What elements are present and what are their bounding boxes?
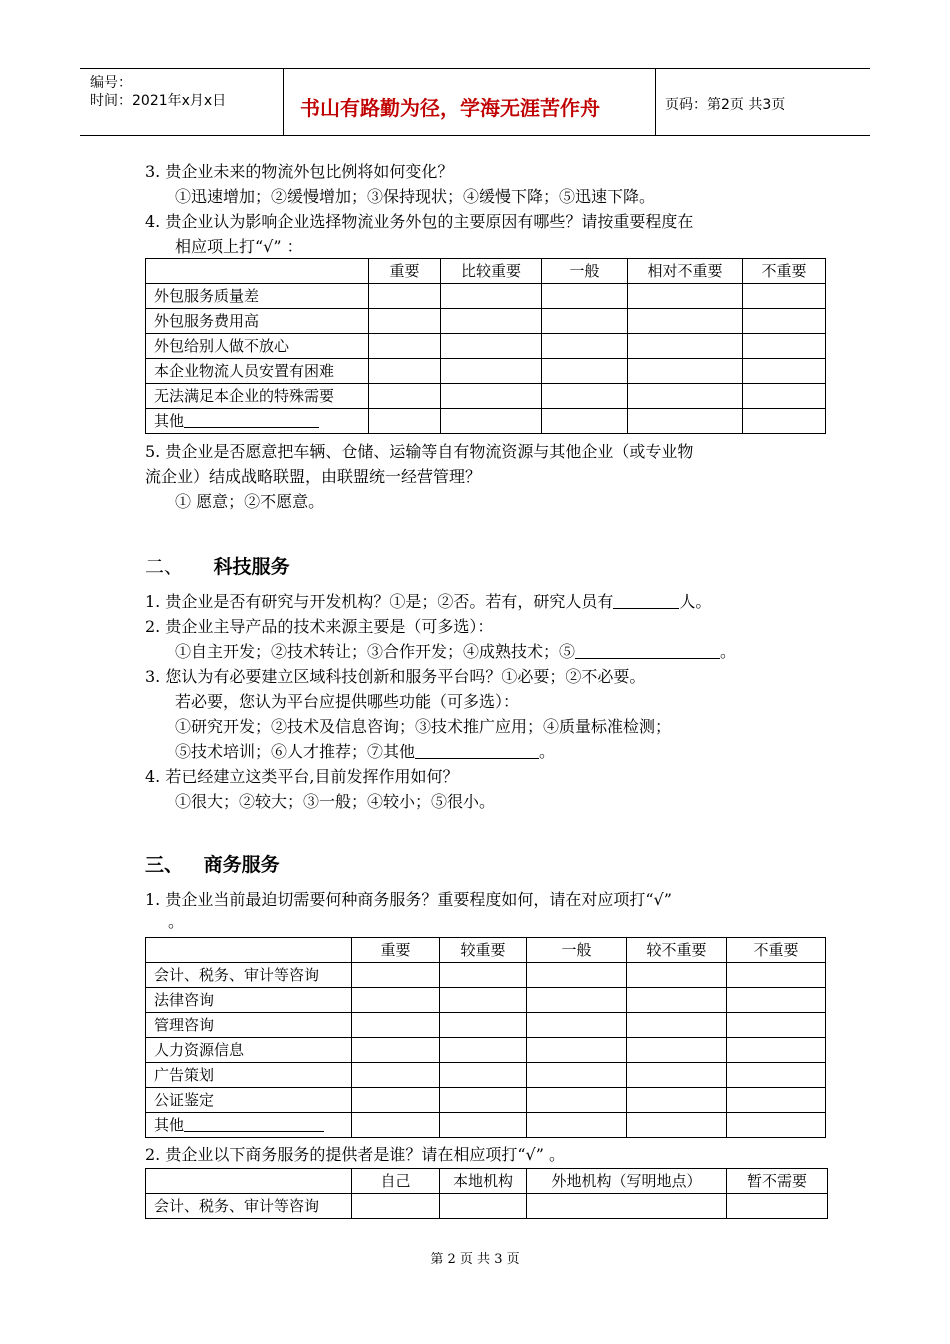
header-cell-less-important: 较不重要 xyxy=(627,938,727,963)
table-row xyxy=(146,284,826,309)
tech-q3-options-text: ⑤技术培训；⑥人才推荐；⑦其他 xyxy=(175,742,416,761)
check-cell[interactable] xyxy=(727,1088,826,1113)
check-cell[interactable] xyxy=(628,334,743,359)
section-number: 三、 xyxy=(145,854,184,876)
check-cell[interactable] xyxy=(628,384,743,409)
check-cell[interactable] xyxy=(627,1088,727,1113)
check-cell[interactable] xyxy=(628,409,743,434)
check-cell[interactable] xyxy=(628,309,743,334)
check-cell[interactable] xyxy=(627,1038,727,1063)
header-cell-average: 一般 xyxy=(527,938,627,963)
check-cell[interactable] xyxy=(743,334,826,359)
header-motto: 书山有路勤为径，学海无涯苦作舟 xyxy=(300,96,600,120)
business-q1-line2: 。 xyxy=(168,912,185,931)
row-label-other xyxy=(146,409,369,434)
other-blank[interactable] xyxy=(184,1115,324,1132)
row-label: 会计、税务、审计等咨询 xyxy=(146,963,352,988)
check-cell[interactable] xyxy=(727,1194,828,1219)
table-row xyxy=(146,384,826,409)
platform-other-blank[interactable] xyxy=(415,742,539,759)
header-cell-empty xyxy=(146,938,352,963)
logistics-q5-options: ① 愿意；②不愿意。 xyxy=(175,492,325,511)
check-cell[interactable] xyxy=(352,1038,440,1063)
check-cell[interactable] xyxy=(527,1013,627,1038)
check-cell[interactable] xyxy=(441,284,542,309)
check-cell[interactable] xyxy=(542,359,628,384)
table-header-row xyxy=(146,938,826,963)
section-business-heading xyxy=(145,850,280,877)
header-page-number: 页码：第2页 共3页 xyxy=(665,97,786,113)
check-cell[interactable] xyxy=(352,963,440,988)
check-cell[interactable] xyxy=(369,284,441,309)
check-cell[interactable] xyxy=(441,384,542,409)
tech-q2-options-suffix: 。 xyxy=(720,642,737,661)
check-cell[interactable] xyxy=(542,309,628,334)
check-cell[interactable] xyxy=(440,1013,527,1038)
researcher-count-blank[interactable] xyxy=(613,592,679,609)
tech-q3-options-suffix: 。 xyxy=(539,742,556,761)
logistics-q4-line1: 4. 贵企业认为影响企业选择物流业务外包的主要原因有哪些？请按重要程度在 xyxy=(145,212,694,231)
header-number: 编号： xyxy=(90,75,132,91)
check-cell[interactable] xyxy=(743,309,826,334)
table-row xyxy=(146,963,826,988)
header-top-rule xyxy=(80,68,870,69)
check-cell[interactable] xyxy=(542,409,628,434)
tech-q2: 2. 贵企业主导产品的技术来源主要是（可多选）： xyxy=(145,617,494,636)
check-cell[interactable] xyxy=(743,284,826,309)
header-cell-relatively-unimportant: 相对不重要 xyxy=(628,259,743,284)
business-provider-table xyxy=(145,1168,828,1219)
check-cell[interactable] xyxy=(542,384,628,409)
tech-q4: 4. 若已经建立这类平台,目前发挥作用如何？ xyxy=(145,767,459,786)
header-cell-important: 重要 xyxy=(352,938,440,963)
logistics-q5-line1: 5. 贵企业是否愿意把车辆、仓储、运输等自有物流资源与其他企业（或专业物 xyxy=(145,442,694,461)
check-cell[interactable] xyxy=(727,988,826,1013)
header-cell-important: 重要 xyxy=(369,259,441,284)
check-cell[interactable] xyxy=(440,988,527,1013)
table-row xyxy=(146,1194,828,1219)
check-cell[interactable] xyxy=(440,1113,527,1138)
check-cell[interactable] xyxy=(352,988,440,1013)
check-cell[interactable] xyxy=(352,1013,440,1038)
other-label: 其他 xyxy=(154,1116,185,1134)
header-cell-empty xyxy=(146,259,369,284)
check-cell[interactable] xyxy=(441,334,542,359)
check-cell[interactable] xyxy=(727,1113,826,1138)
header-divider-right xyxy=(655,68,656,136)
tech-q2-options xyxy=(175,640,736,664)
tech-q3-options-line2 xyxy=(175,740,555,764)
header-cell-unimportant: 不重要 xyxy=(743,259,826,284)
section-title: 商务服务 xyxy=(203,854,280,876)
tech-q1-text: 1. 贵企业是否有研究与开发机构？①是；②否。若有，研究人员有 xyxy=(145,592,614,611)
logistics-q4-line2: 相应项上打“√” ： xyxy=(175,237,303,256)
check-cell[interactable] xyxy=(369,384,441,409)
header-cell-unimportant: 不重要 xyxy=(727,938,826,963)
row-label-other xyxy=(146,1113,352,1138)
table-row xyxy=(146,409,826,434)
tech-q2-options-text: ①自主开发；②技术转让；③合作开发；④成熟技术；⑤ xyxy=(175,642,576,661)
logistics-outsourcing-table xyxy=(145,258,826,434)
page-footer: 第 2 页 共 3 页 xyxy=(430,1252,520,1267)
tech-q3-followup: 若必要，您认为平台应提供哪些功能（可多选）： xyxy=(175,692,520,711)
check-cell[interactable] xyxy=(352,1088,440,1113)
check-cell[interactable] xyxy=(527,988,627,1013)
row-label: 管理咨询 xyxy=(146,1013,352,1038)
table-row xyxy=(146,1038,826,1063)
check-cell[interactable] xyxy=(352,1113,440,1138)
check-cell[interactable] xyxy=(727,1013,826,1038)
logistics-q3: 3. 贵企业未来的物流外包比例将如何变化？ xyxy=(145,162,454,181)
row-label: 公证鉴定 xyxy=(146,1088,352,1113)
header-time: 时间：2021年x月x日 xyxy=(90,93,227,109)
other-blank[interactable] xyxy=(184,411,319,428)
check-cell[interactable] xyxy=(542,334,628,359)
check-cell[interactable] xyxy=(527,963,627,988)
check-cell[interactable] xyxy=(542,284,628,309)
other-label: 其他 xyxy=(154,412,185,430)
header-cell-fairly-important: 比较重要 xyxy=(441,259,542,284)
header-cell-empty xyxy=(146,1169,352,1194)
check-cell[interactable] xyxy=(527,1113,627,1138)
check-cell[interactable] xyxy=(440,1088,527,1113)
row-label: 人力资源信息 xyxy=(146,1038,352,1063)
tech-source-other-blank[interactable] xyxy=(575,642,720,659)
table-row xyxy=(146,1088,826,1113)
check-cell[interactable] xyxy=(627,1063,727,1088)
header-cell-local-agency: 本地机构 xyxy=(440,1169,527,1194)
header-cell-not-needed: 暂不需要 xyxy=(727,1169,828,1194)
tech-q1-suffix: 人。 xyxy=(679,592,712,611)
table-row xyxy=(146,334,826,359)
header-cell-self: 自己 xyxy=(352,1169,440,1194)
check-cell[interactable] xyxy=(743,359,826,384)
row-label: 会计、税务、审计等咨询 xyxy=(146,1194,352,1219)
table-header-row xyxy=(146,259,826,284)
section-title: 科技服务 xyxy=(213,556,290,578)
check-cell[interactable] xyxy=(627,1113,727,1138)
check-cell[interactable] xyxy=(628,359,743,384)
check-cell[interactable] xyxy=(628,284,743,309)
check-cell[interactable] xyxy=(352,1194,440,1219)
check-cell[interactable] xyxy=(440,1038,527,1063)
check-cell[interactable] xyxy=(369,334,441,359)
header-cell-external-agency: 外地机构（写明地点） xyxy=(527,1169,727,1194)
check-cell[interactable] xyxy=(743,384,826,409)
header-bottom-rule xyxy=(80,135,870,136)
table-row xyxy=(146,309,826,334)
row-label: 本企业物流人员安置有困难 xyxy=(146,359,369,384)
table-row xyxy=(146,359,826,384)
table-row xyxy=(146,1113,826,1138)
row-label: 外包给别人做不放心 xyxy=(146,334,369,359)
row-label: 广告策划 xyxy=(146,1063,352,1088)
check-cell[interactable] xyxy=(527,1088,627,1113)
section-tech-heading xyxy=(145,552,290,579)
tech-q4-options: ①很大；②较大；③一般；④较小；⑤很小。 xyxy=(175,792,496,811)
check-cell[interactable] xyxy=(743,409,826,434)
check-cell[interactable] xyxy=(527,1063,627,1088)
check-cell[interactable] xyxy=(369,309,441,334)
table-header-row xyxy=(146,1169,828,1194)
check-cell[interactable] xyxy=(627,1013,727,1038)
section-number: 二、 xyxy=(145,556,184,578)
row-label: 外包服务费用高 xyxy=(146,309,369,334)
table-row xyxy=(146,988,826,1013)
tech-q3-options-line1: ①研究开发；②技术及信息咨询；③技术推广应用；④质量标准检测； xyxy=(175,717,672,736)
row-label: 无法满足本企业的特殊需要 xyxy=(146,384,369,409)
check-cell[interactable] xyxy=(441,359,542,384)
check-cell[interactable] xyxy=(369,409,441,434)
check-cell[interactable] xyxy=(369,359,441,384)
check-cell[interactable] xyxy=(527,1038,627,1063)
row-label: 外包服务质量差 xyxy=(146,284,369,309)
check-cell[interactable] xyxy=(441,309,542,334)
header-cell-average: 一般 xyxy=(542,259,628,284)
check-cell[interactable] xyxy=(527,1194,727,1219)
row-label: 法律咨询 xyxy=(146,988,352,1013)
header-cell-fairly-important: 较重要 xyxy=(440,938,527,963)
business-importance-table xyxy=(145,937,826,1138)
header-divider-left xyxy=(283,68,284,136)
check-cell[interactable] xyxy=(727,963,826,988)
check-cell[interactable] xyxy=(352,1063,440,1088)
logistics-q3-options: ①迅速增加；②缓慢增加；③保持现状；④缓慢下降；⑤迅速下降。 xyxy=(175,187,656,206)
check-cell[interactable] xyxy=(440,963,527,988)
check-cell[interactable] xyxy=(440,1194,527,1219)
table-row xyxy=(146,1013,826,1038)
check-cell[interactable] xyxy=(627,963,727,988)
table-row xyxy=(146,1063,826,1088)
tech-q1 xyxy=(145,590,711,614)
check-cell[interactable] xyxy=(440,1063,527,1088)
logistics-q5-line2: 流企业）结成战略联盟，由联盟统一经营管理？ xyxy=(145,467,482,486)
check-cell[interactable] xyxy=(441,409,542,434)
check-cell[interactable] xyxy=(727,1038,826,1063)
business-q1-line1: 1. 贵企业当前最迫切需要何种商务服务？重要程度如何，请在对应项打“√” xyxy=(145,890,672,909)
check-cell[interactable] xyxy=(727,1063,826,1088)
check-cell[interactable] xyxy=(627,988,727,1013)
business-q2: 2. 贵企业以下商务服务的提供者是谁？请在相应项打“√” 。 xyxy=(145,1145,565,1164)
tech-q3: 3. 您认为有必要建立区域科技创新和服务平台吗？①必要；②不必要。 xyxy=(145,667,646,686)
